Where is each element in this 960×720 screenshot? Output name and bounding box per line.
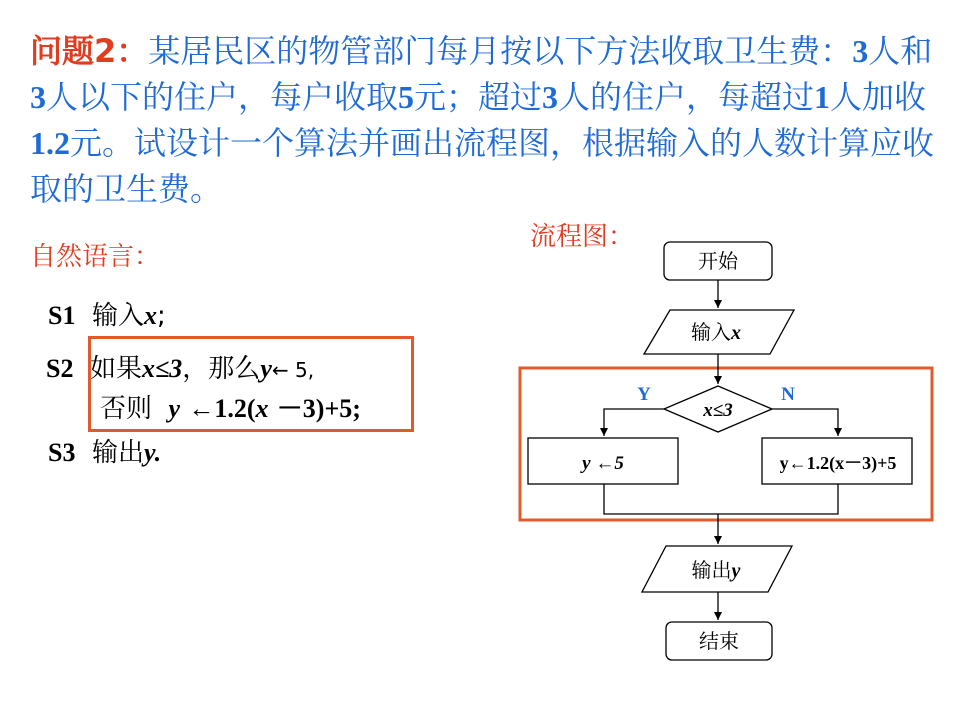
arrow-no-branch [772,409,838,436]
step-var: y. [144,438,162,467]
step-text: ← 5, [271,358,315,382]
problem-text: 人和 [868,32,933,70]
no-process-label: y←1.2(x－3)+5 [779,453,897,473]
step-var: x [255,394,269,423]
problem-text: 人的住户，每超过 [558,78,815,116]
problem-text: 人加收 [830,78,927,116]
step-condition: x≤3 [142,354,183,383]
problem-num: 5 [398,79,415,115]
step-text: 如果 [90,354,143,384]
problem-lead: 问题2： [30,32,149,70]
step-text: 否则 [100,394,153,424]
problem-text: 元。试设计一个算法并画出流程图，根据输入的人数计算应收取的卫生费。 [30,124,935,208]
step-text: ; [157,301,166,331]
output-label: 输出y [691,558,741,582]
end-label: 结束 [699,629,739,653]
yes-label: Y [637,384,651,405]
no-label: N [781,384,795,405]
start-label: 开始 [698,249,738,273]
flowchart-title: 流程图： [530,222,635,252]
step-var: y [260,354,272,383]
problem-num: 1.2 [30,125,70,161]
step-var: x [144,301,158,330]
step-label: S1 [48,301,76,330]
problem-num: 1 [814,79,831,115]
step-expr: －3)+5; [276,394,361,423]
input-label: 输入x [691,320,741,344]
natural-language-title: 自然语言： [30,242,161,272]
yes-process-label: y ←5 [582,453,624,474]
merge-line [604,484,838,514]
step-label: S2 [46,354,74,383]
decision-label: x≤3 [703,400,733,421]
problem-num: 3 [542,79,559,115]
step-label: S3 [48,438,76,467]
problem-text: 人以下的住户，每户收取 [46,78,399,116]
problem-text: 元；超过 [414,78,543,116]
problem-num: 3 [30,79,46,115]
step-var: y [168,394,181,423]
problem-num: 3 [852,33,869,69]
step-text: 输出 [92,438,145,468]
arrow-yes-branch [604,409,664,436]
step-text: ，那么 [182,354,261,384]
step-text: 输入 [92,301,145,331]
problem-text: 某居民区的物管部门每月按以下方法收取卫生费： [148,32,853,70]
step-expr: ←1.2( [188,394,256,423]
